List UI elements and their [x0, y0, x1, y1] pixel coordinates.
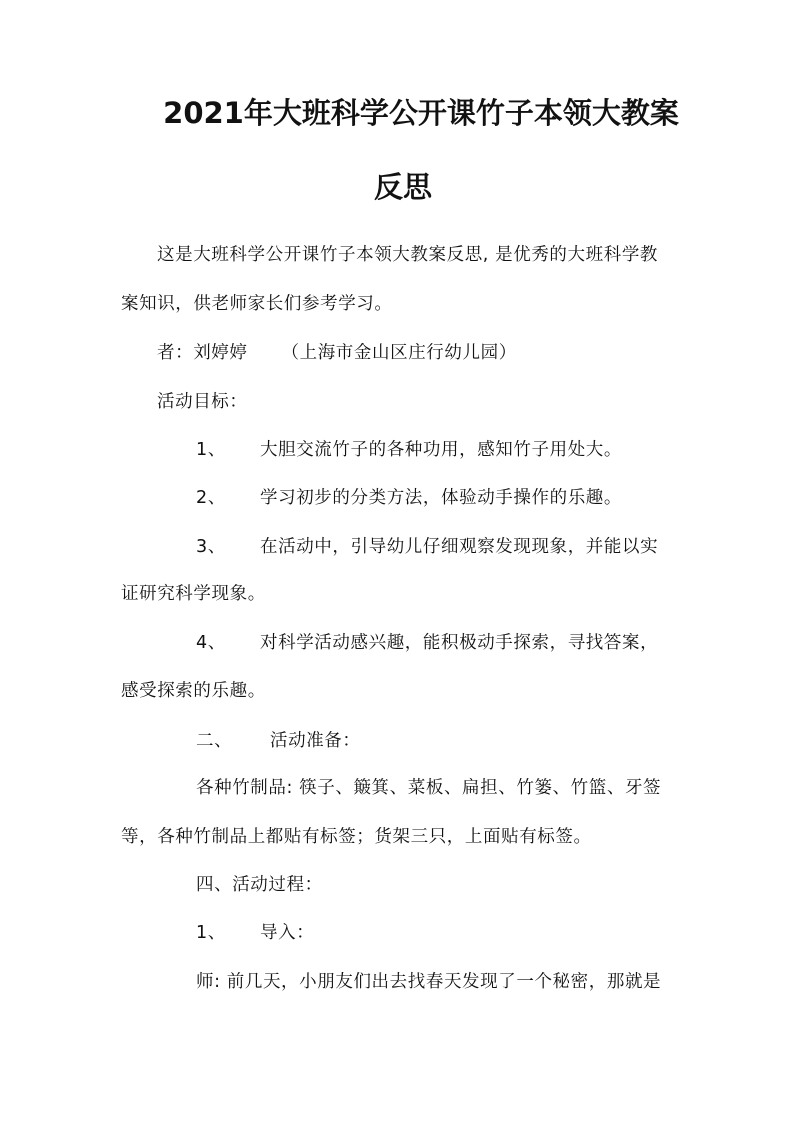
intro-paragraph-line-2: 案知识，供老师家长们参考学习。: [121, 294, 393, 314]
step-text: 导入：: [260, 923, 315, 943]
objectives-heading: 活动目标：: [157, 392, 248, 412]
preparation-heading-line: [196, 729, 361, 753]
author-line: [157, 341, 517, 365]
preparation-line-2: 等，各种竹制品上都贴有标签；货架三只，上面贴有标签。: [121, 827, 592, 847]
author-name: 者：刘婷婷: [157, 343, 248, 363]
objective-item-1: [196, 438, 622, 462]
objective-number: 4、: [196, 633, 226, 653]
process-paragraph-line-1: 师: 前几天，小朋友们出去找春天发现了一个秘密，那就是: [196, 972, 662, 992]
process-heading: 四、活动过程：: [196, 875, 323, 895]
intro-paragraph-line-1: 这是大班科学公开课竹子本领大教案反思, 是优秀的大班科学教: [157, 245, 659, 265]
objective-text: 在活动中，引导幼儿仔细观察发现现象，并能以实: [260, 537, 659, 557]
objective-text: 对科学活动感兴趣，能积极动手探索，寻找答案，: [260, 633, 659, 653]
objective-number: 2、: [196, 488, 226, 508]
objective-item-4: [196, 631, 658, 655]
step-number: 1、: [196, 923, 226, 943]
section-number: 二、: [196, 731, 233, 751]
document-title-line-2: 反思: [373, 170, 432, 204]
objective-item-4-continuation: 感受探索的乐趣。: [121, 681, 266, 701]
objective-text: 大胆交流竹子的各种功用，感知竹子用处大。: [260, 440, 622, 460]
preparation-line-1: 各种竹制品: 筷子、簸箕、菜板、扁担、竹篓、竹篮、牙签: [196, 778, 662, 798]
process-step-1: [196, 921, 314, 945]
document-title-line-1: 2021年大班科学公开课竹子本领大教案: [163, 96, 679, 130]
objective-item-2: [196, 486, 622, 510]
objective-number: 1、: [196, 440, 226, 460]
objective-item-3-continuation: 证研究科学现象。: [121, 584, 266, 604]
objective-text: 学习初步的分类方法，体验动手操作的乐趣。: [260, 488, 622, 508]
objective-item-3: [196, 535, 658, 559]
objective-number: 3、: [196, 537, 226, 557]
preparation-heading: 活动准备：: [270, 731, 361, 751]
author-affiliation: （上海市金山区庄行幼儿园）: [281, 343, 517, 363]
